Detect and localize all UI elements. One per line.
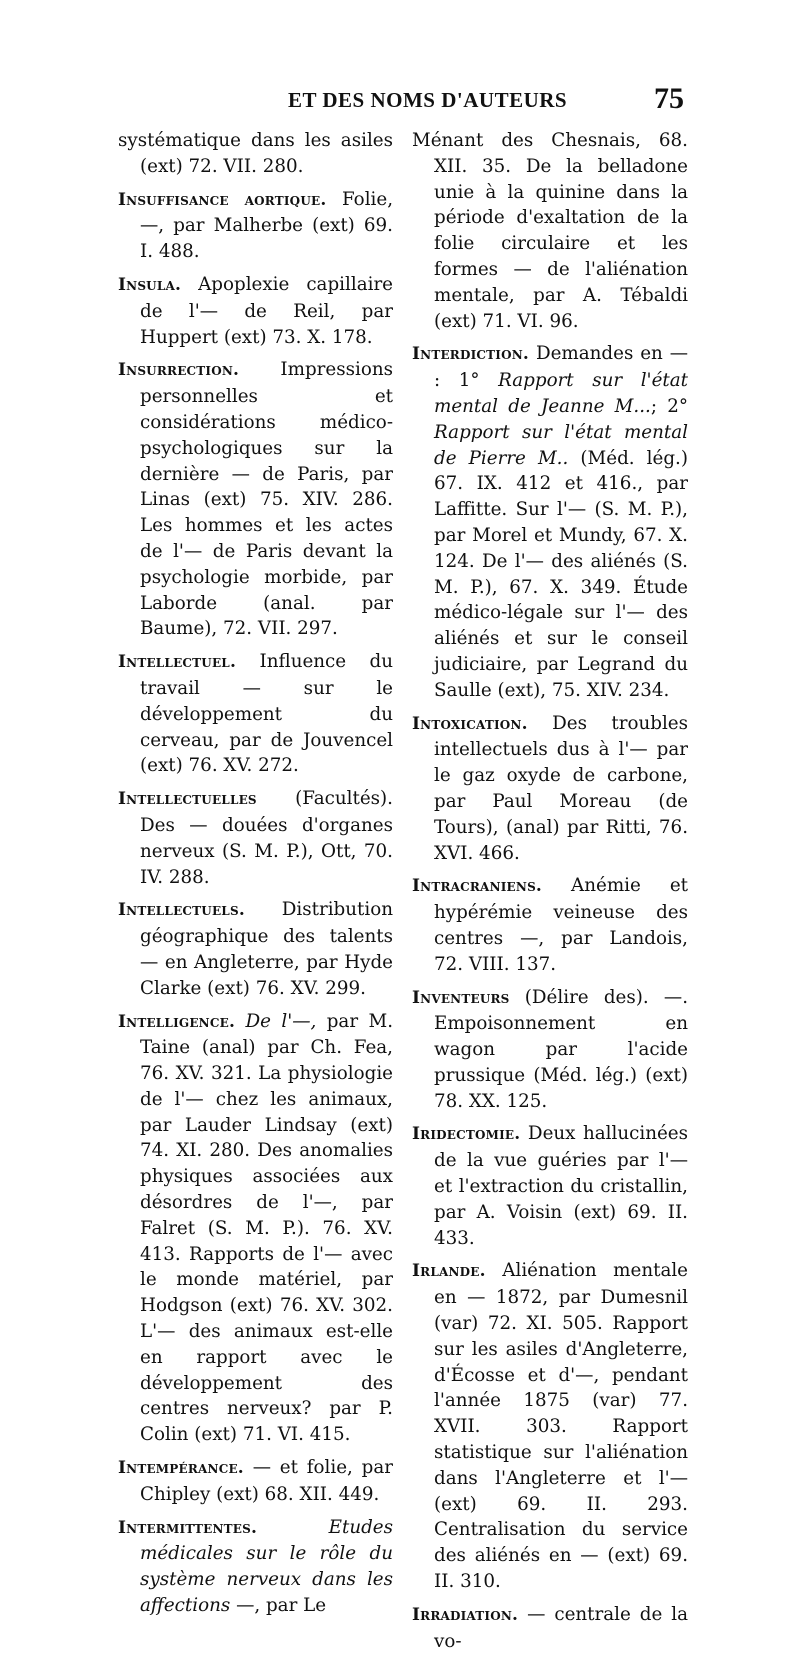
entry-text: —, par Le: [236, 1595, 327, 1617]
entry-headword: Intellectuelles: [118, 789, 257, 810]
entry-text: Aliénation mentale en — 1872, par Dumesnil (var) 72. XI. 505. Rapport sur les asiles d'Angleterre, d'Écosse et d'—, pendant l'année 1875 (var) 77. XVII. 303. Rapport statistique sur l'aliénation dans l'Angleterre et l'— (ext) 69. II. 293. Centralisation du service des aliénés en — (ext) 69. II. 310.: [434, 1260, 689, 1593]
entry-headword: Intellectuel.: [118, 652, 237, 673]
index-entry: [412, 1602, 688, 1655]
entry-text: (Facultés). Des — douées d'organes nerveux (S. M. P.), Ott, 70. IV. 288.: [140, 788, 393, 888]
entry-text: Deux hallucinées de la vue guéries par l'— et l'extraction du cristallin, par A. Voisin (ext) 69. II. 433.: [434, 1123, 688, 1249]
entry-headword: Irradiation.: [412, 1604, 519, 1625]
entry-headword: Intracraniens.: [412, 876, 543, 897]
entry-headword: Interdiction.: [412, 344, 530, 365]
entry-headword: Insuffisance aortique.: [118, 189, 327, 210]
entry-text: ; 2°: [650, 395, 688, 417]
entry-headword: Intermittentes.: [118, 1517, 258, 1538]
left-column: [118, 128, 393, 1626]
entry-headword: Iridectomie.: [412, 1124, 521, 1145]
entry-headword: Intoxication.: [412, 713, 528, 734]
index-entry: [412, 1121, 688, 1251]
entry-text: Ménant des Chesnais, 68. XII. 35. De la belladone unie à la quinine dans la période d'exaltation de la folie circulaire et les formes — de l'aliénation mentale, par A. Tébaldi (ext) 71. VI. 96.: [412, 130, 688, 332]
index-entry: [118, 272, 393, 350]
entry-text: — et folie, par Chipley (ext) 68. XII. 449.: [140, 1457, 393, 1505]
page-number: 75: [654, 82, 684, 115]
entry-italic: Rapport sur l'état mental de Jeanne M...: [434, 370, 688, 417]
entry-text: Influence du travail — sur le développement du cerveau, par de Jouvencel (ext) 76. XV. 272.: [140, 651, 394, 777]
entry-text: (Méd. lég.) 67. IX. 412 et 416., par Laffitte. Sur l'— (S. M. P.), par Morel et Mundy, 67. X. 124. De l'— des aliénés (S. M. P.), 67. X. 349. Étude médico-légale sur l'— des aliénés et sur le conseil judiciaire, par Legrand du Saulle (ext), 75. XIV. 234.: [434, 447, 688, 701]
entry-text: systématique dans les asiles (ext) 72. VII. 280.: [118, 130, 393, 177]
index-entry: [118, 786, 393, 890]
running-title: ET DES NOMS D'AUTEURS: [288, 88, 568, 112]
index-entry: [118, 1455, 393, 1508]
entry-italic: De l'—,: [245, 1010, 317, 1032]
index-entry: [118, 1515, 393, 1619]
index-entry: [412, 873, 688, 977]
entry-text: Anémie et hypérémie veineuse des centres —, par Landois, 72. VIII. 137.: [434, 875, 688, 975]
right-column: [412, 128, 688, 1661]
index-entry: [118, 357, 393, 642]
entry-italic: Etudes médicales sur le rôle du système nerveux dans les affections: [140, 1516, 393, 1617]
entry-headword: Inventeurs: [412, 987, 510, 1008]
index-entry: [412, 341, 688, 703]
index-entry: [118, 187, 393, 265]
entry-headword: Irlande.: [412, 1261, 486, 1282]
index-entry: [412, 711, 688, 867]
entry-text: Demandes en — : 1°: [434, 343, 688, 392]
entry-text: Apoplexie capillaire de l'— de Reil, par Huppert (ext) 73. X. 178.: [140, 273, 393, 348]
entry-text: Impressions personnelles et considérations médico-psychologiques sur la dernière — de Paris, par Linas (ext) 75. XIV. 286. Les hommes et les actes de l'— de Paris devant la psychologie morbide, par Laborde (anal. par Baume), 72. VII. 297.: [140, 359, 393, 640]
entry-text: Distribution géographique des talents — en Angleterre, par Hyde Clarke (ext) 76. XV. 299.: [140, 899, 393, 999]
entry-text: par M. Taine (anal) par Ch. Fea, 76. XV. 321. La physiologie de l'— chez les animaux, par Lauder Lindsay (ext) 74. XI. 280. Des anomalies physiques associées aux désordres de l'—, par Falret (S. M. P.). 76. XV. 413. Rapports de l'— avec le monde matériel, par Hodgson (ext) 76. XV. 302. L'— des animaux est-elle en rapport avec le développement des centres nerveux? par P. Colin (ext) 71. VI. 415.: [140, 1010, 394, 1446]
entry-text: Des troubles intellectuels dus à l'— par le gaz oxyde de carbone, par Paul Moreau (de Tours), (anal) par Ritti, 76. XVI. 466.: [434, 712, 688, 864]
index-entry: [118, 128, 393, 180]
entry-text: (Délire des). —. Empoisonnement en wagon par l'acide prussique (Méd. lég.) (ext) 78. XX. 125.: [434, 986, 689, 1112]
index-entry: [118, 897, 393, 1001]
entry-headword: Insula.: [118, 274, 182, 295]
index-entry: [118, 649, 393, 779]
entry-headword: Insurrection.: [118, 360, 240, 381]
entry-headword: Intelligence.: [118, 1011, 236, 1032]
index-entry: [412, 128, 688, 334]
entry-italic: Rapport sur l'état mental de Pierre M..: [434, 421, 688, 469]
index-entry: [412, 985, 688, 1115]
page-header: [0, 82, 800, 128]
entry-text: — centrale de la vo-: [434, 1603, 688, 1652]
entry-headword: Intempérance.: [118, 1458, 244, 1479]
entry-text: Folie, —, par Malherbe (ext) 69. I. 488.: [140, 188, 394, 263]
entry-headword: Intellectuels.: [118, 900, 245, 921]
index-entry: [412, 1258, 688, 1594]
index-entry: [118, 1009, 393, 1449]
